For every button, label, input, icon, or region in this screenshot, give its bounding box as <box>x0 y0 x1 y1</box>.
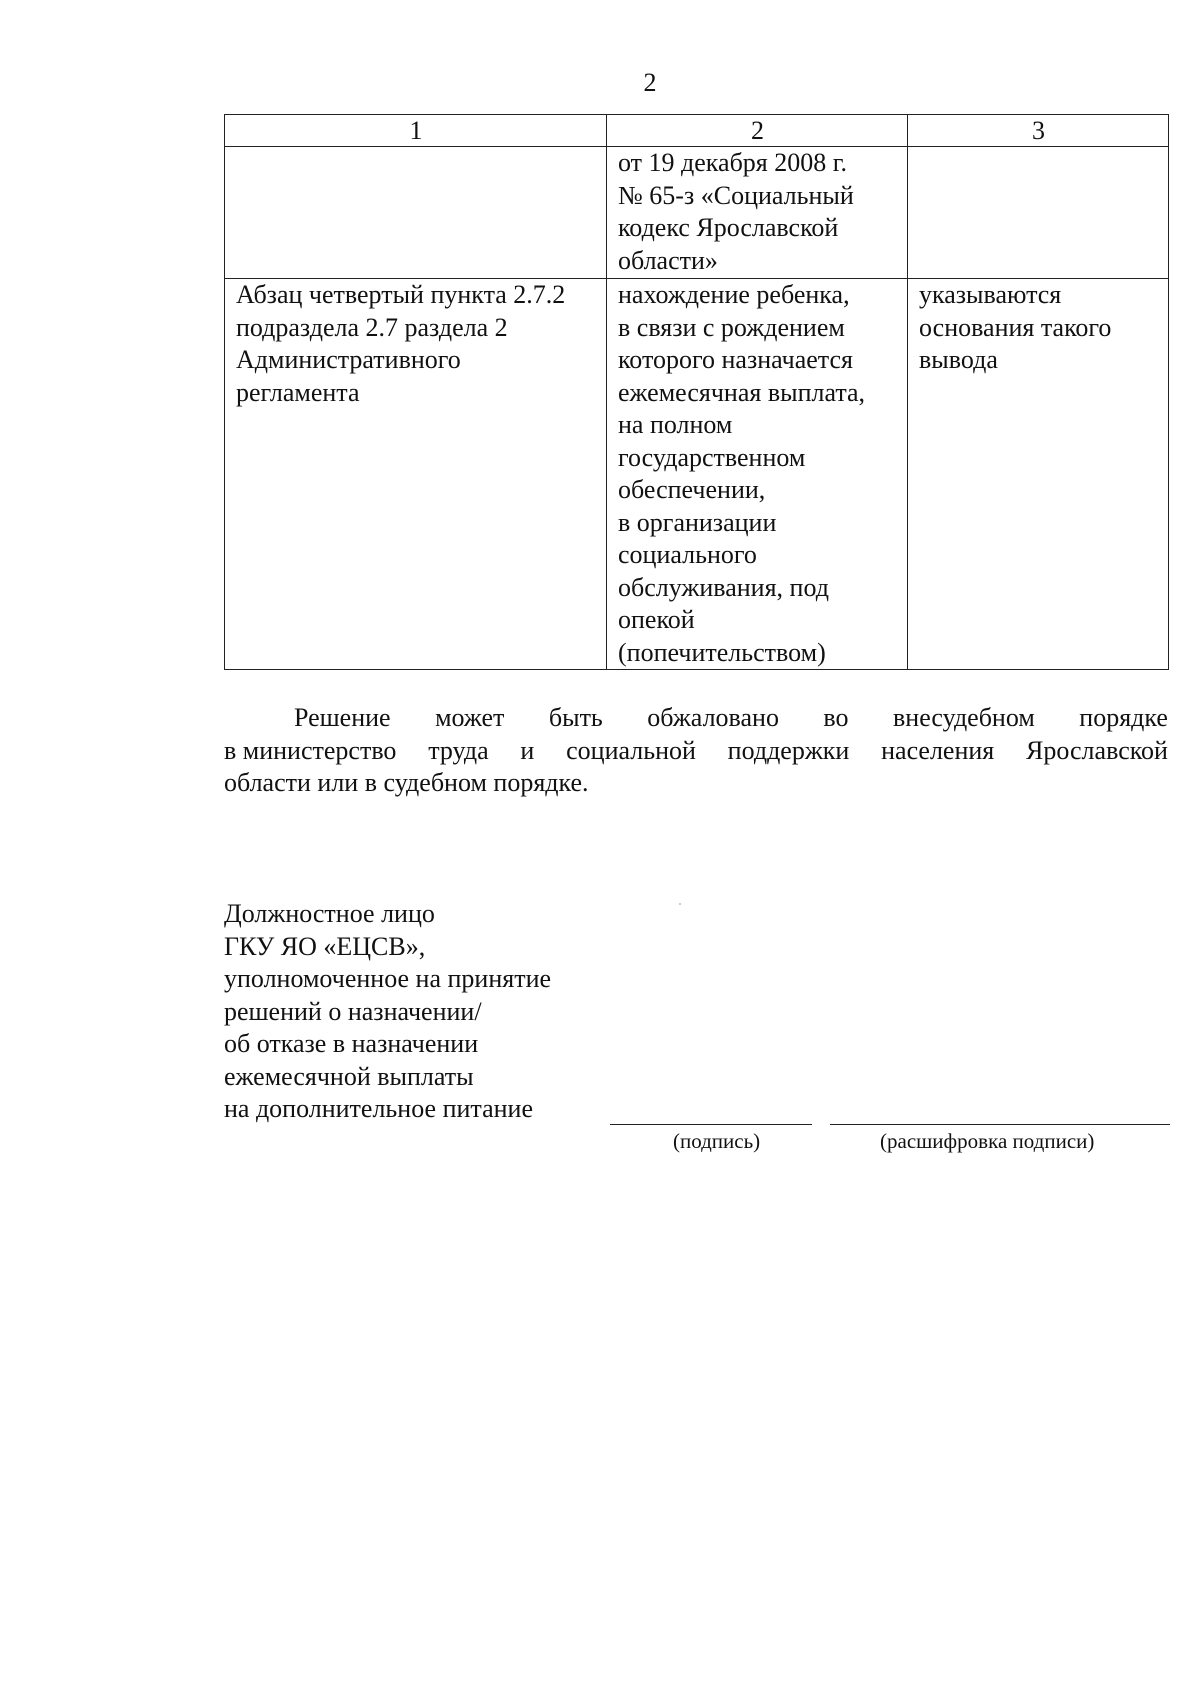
official-line: решений о назначении/ <box>224 996 482 1026</box>
cell-line: обслуживания, под <box>618 572 829 602</box>
table-cell <box>225 147 607 279</box>
appeal-line <box>224 702 1168 735</box>
official-block <box>224 898 551 1126</box>
cell-line: вывода <box>919 345 998 374</box>
appeal-word: во <box>823 703 849 732</box>
table-cell <box>908 279 1169 670</box>
appeal-word: может <box>435 703 505 732</box>
signature-decoding-line <box>830 1124 1170 1125</box>
official-line: об отказе в назначении <box>224 1029 479 1058</box>
official-line: ГКУ ЯО «ЕЦСВ», <box>224 931 426 961</box>
cell-line: на полном <box>618 410 733 439</box>
appeal-word: внесудебном <box>893 703 1035 732</box>
official-line: на дополнительное питание <box>224 1094 533 1123</box>
cell-line: от 19 декабря 2008 г. <box>618 148 847 177</box>
cell-line: (попечительством) <box>618 637 826 667</box>
cell-line: регламента <box>236 377 360 407</box>
cell-line: Абзац четвертый пункта 2.7.2 <box>236 280 566 309</box>
cell-line: ежемесячная выплата, <box>618 377 866 407</box>
table-cell <box>607 147 908 279</box>
table-header-cell: 2 <box>607 115 908 147</box>
table-cell <box>225 279 607 670</box>
appeal-word: обжаловано <box>647 703 779 732</box>
table-cell <box>908 147 1169 279</box>
cell-line: нахождение ребенка, <box>618 280 850 309</box>
table-header-cell: 3 <box>908 115 1169 147</box>
official-line: уполномоченное на принятие <box>224 964 552 993</box>
cell-line: области» <box>618 245 718 275</box>
table-header-row <box>225 115 1169 147</box>
scan-speck <box>679 903 681 905</box>
cell-line: № 65-з «Социальный <box>618 180 854 210</box>
appeal-word: социальной <box>566 735 696 765</box>
table-row <box>225 147 1169 279</box>
appeal-word: труда <box>428 735 489 765</box>
appeal-word: порядке <box>1079 703 1168 732</box>
appeal-word: Ярославской <box>1026 735 1168 765</box>
table-row <box>225 279 1169 670</box>
appeal-word: в министерство <box>224 735 397 765</box>
appeal-word: и <box>520 735 535 765</box>
appeal-word: населения <box>881 735 995 765</box>
cell-line: кодекс Ярославской <box>618 213 839 242</box>
cell-line: государственном <box>618 442 806 472</box>
cell-line: которого назначается <box>618 345 853 374</box>
cell-line: в организации <box>618 507 777 537</box>
cell-line: в связи с рождением <box>618 312 845 342</box>
table-cell <box>607 279 908 670</box>
signature-caption: (подпись) <box>673 1129 761 1153</box>
appeal-line <box>224 735 1168 768</box>
official-line: Должностное лицо <box>224 899 435 928</box>
page-number: 2 <box>643 68 657 97</box>
appeal-word: Решение <box>294 703 391 732</box>
official-line: ежемесячной выплаты <box>224 1061 474 1091</box>
document-table <box>224 114 1169 670</box>
cell-line: указываются <box>919 280 1062 309</box>
appeal-word: поддержки <box>727 735 850 765</box>
cell-line: обеспечении, <box>618 475 766 504</box>
cell-line: основания такого <box>919 312 1112 342</box>
appeal-line: области или в судебном порядке. <box>224 768 589 797</box>
cell-line: подраздела 2.7 раздела 2 <box>236 312 508 342</box>
signature-line <box>610 1124 812 1125</box>
appeal-word: быть <box>548 703 603 732</box>
cell-line: опекой <box>618 605 695 634</box>
signature-decoding-caption: (расшифровка подписи) <box>880 1129 1095 1153</box>
appeal-paragraph <box>224 702 1168 800</box>
cell-line: Административного <box>236 345 461 374</box>
cell-line: социального <box>618 540 757 569</box>
table-header-cell: 1 <box>225 115 607 147</box>
